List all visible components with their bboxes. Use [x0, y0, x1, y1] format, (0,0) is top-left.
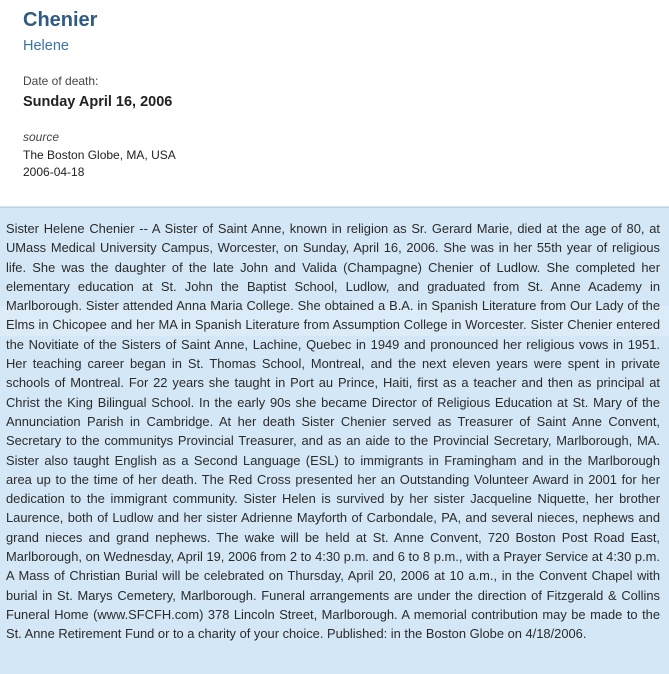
record-header — [0, 0, 669, 207]
obituary-panel — [0, 207, 669, 674]
source-label: source — [23, 130, 60, 144]
date-of-death-label: Date of death: — [23, 74, 99, 88]
given-name: Helene — [23, 38, 69, 54]
source-date: 2006-04-18 — [23, 165, 85, 179]
date-of-death-value: Sunday April 16, 2006 — [23, 94, 173, 110]
surname-heading: Chenier — [23, 9, 98, 31]
source-name: The Boston Globe, MA, USA — [23, 148, 176, 162]
obituary-text: Sister Helene Chenier -- A Sister of Saint Anne, known in religion as Sr. Gerard Marie, died at the age of 80, at UMass Medical University Campus, Worcester, on Sunday, April 16, 2006. She was in her 55th year of religious life. She was the daughter of the late John and Valida (Champagne) Chenier of Ludlow. She completed her elementary education at St. John the Baptist School, Ludlow, and graduated from St. Anne Academy in Marlborough. Sister attended Anna Maria College. She obtained a B.A. in Spanish Literature from Our Lady of the Elms in Chicopee and her MA in Spanish Literature from Assumption College in Worcester. Sister Chenier entered the Novitiate of the Sisters of Saint Anne, Lachine, Quebec in 1949 and pronounced her religious vows in 1951. Her teaching career began in St. Thomas School, Montreal, and the next eleven years were spent in private schools of Montreal. For 22 years she taught in Port au Prince, Haiti, first as a teacher and then as principal at Christ the King Bilingual School. In the early 90s she became Director of Religious Education at St. Mary of the Annunciation Parish in Cambridge. At her death Sister Chenier served as Treasurer of Saint Anne Convent, Secretary to the communitys Provincial Treasurer, and as an aide to the Provincial Secretary, Marlborough, MA. Sister also taught English as a Second Language (ESL) to immigrants in Framingham and in the Marlborough area up to the time of her death. The Red Cross presented her an Outstanding Volunteer Award in 2001 for her dedication to the immigrant community. Sister Helen is survived by her sister Jacqueline Niquette, her brother Laurence, both of Ludlow and her sister Adrienne Mayforth of Carbondale, PA, and several nieces, nephews and grand nieces and grand nephews. The wake will be held at St. Anne Convent, 720 Boston Post Road East, Marlborough, on Wednesday, April 19, 2006 from 2 to 4:30 p.m. and 6 to 8 p.m., with a Prayer Service at 4:30 p.m. A Mass of Christian Burial will be celebrated on Thursday, April 20, 2006 at 10 a.m., in the Convent Chapel with burial in St. Marys Cemetery, Marlborough. Funeral arrangements are under the direction of Fitzgerald & Collins Funeral Home (www.SFCFH.com) 378 Lincoln Street, Marlborough. A memorial contribution may be made to the St. Anne Retirement Fund or to a charity of your choice. Published: in the Boston Globe on 4/18/2006. — [6, 221, 660, 642]
